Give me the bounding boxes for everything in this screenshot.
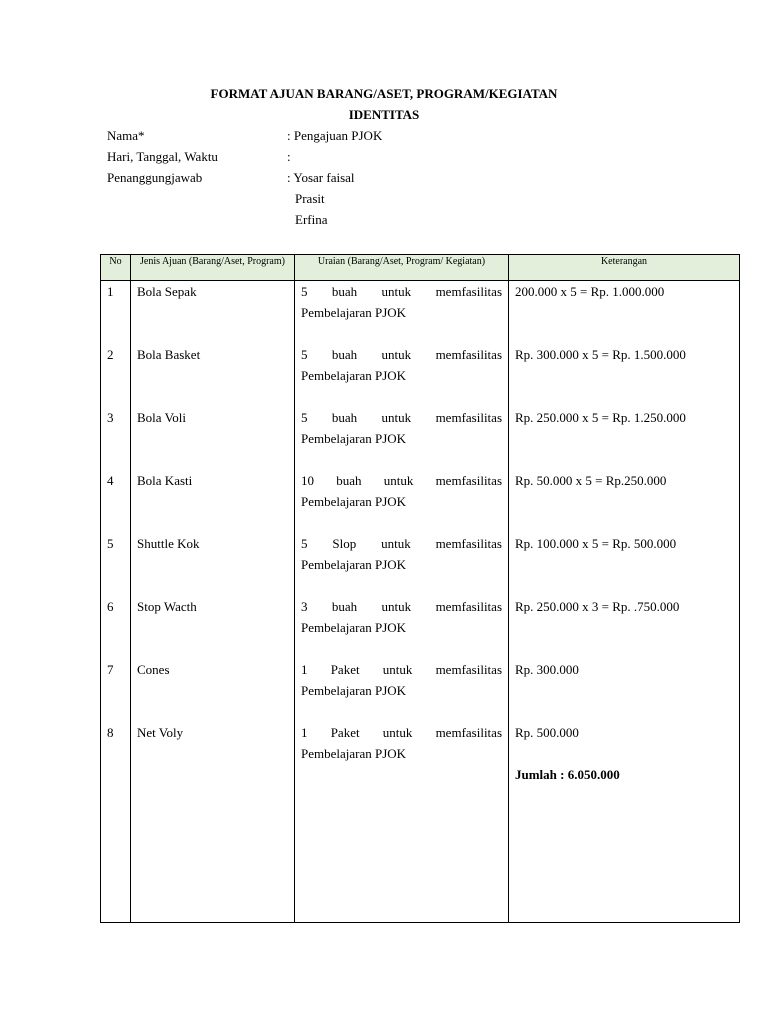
uraian-line-2: Pembelajaran PJOK: [301, 368, 407, 383]
uraian-line-1: 5 buah untuk memfasilitas: [301, 347, 502, 362]
header-uraian: Uraian (Barang/Aset, Program/ Kegiatan): [295, 255, 509, 281]
cell-no: 4: [101, 470, 131, 533]
cell-jenis: Net Voly: [131, 722, 295, 923]
table-row: [101, 470, 740, 533]
uraian-line-1: 1 Paket untuk memfasilitas: [301, 662, 502, 677]
uraian-line-2: Pembelajaran PJOK: [301, 431, 407, 446]
cell-no: 5: [101, 533, 131, 596]
cell-no: 6: [101, 596, 131, 659]
cell-no: 3: [101, 407, 131, 470]
nama-value: : Pengajuan PJOK: [287, 128, 383, 143]
cell-jenis: Stop Wacth: [131, 596, 295, 659]
cell-uraian: [295, 344, 509, 407]
penanggungjawab-label: Penanggungjawab: [107, 170, 203, 185]
uraian-line-2: Pembelajaran PJOK: [301, 620, 407, 635]
cell-no: 7: [101, 659, 131, 722]
table-header-row: [101, 255, 740, 281]
cell-uraian: [295, 407, 509, 470]
cell-jenis: Shuttle Kok: [131, 533, 295, 596]
uraian-line-2: Pembelajaran PJOK: [301, 746, 407, 761]
cell-keterangan: Rp. 250.000 x 3 = Rp. .750.000: [509, 596, 740, 659]
table-row: [101, 659, 740, 722]
cell-jenis: Bola Voli: [131, 407, 295, 470]
uraian-line-1: 5 Slop untuk memfasilitas: [301, 536, 502, 551]
cell-no: 2: [101, 344, 131, 407]
penanggungjawab-extra-2: Erfina: [295, 212, 328, 227]
cell-no: 8: [101, 722, 131, 923]
cell-keterangan: [509, 722, 740, 923]
cell-keterangan: 200.000 x 5 = Rp. 1.000.000: [509, 281, 740, 345]
uraian-line-1: 3 buah untuk memfasilitas: [301, 599, 502, 614]
uraian-line-2: Pembelajaran PJOK: [301, 305, 407, 320]
uraian-line-2: Pembelajaran PJOK: [301, 494, 407, 509]
cell-keterangan: Rp. 250.000 x 5 = Rp. 1.250.000: [509, 407, 740, 470]
cell-no: 1: [101, 281, 131, 345]
table-row: [101, 344, 740, 407]
table-row: [101, 533, 740, 596]
keterangan-text: Rp. 500.000: [515, 725, 579, 740]
cell-uraian: [295, 722, 509, 923]
header-no: No: [101, 255, 131, 281]
cell-uraian: [295, 596, 509, 659]
cell-keterangan: Rp. 100.000 x 5 = Rp. 500.000: [509, 533, 740, 596]
uraian-line-1: 1 Paket untuk memfasilitas: [301, 725, 502, 740]
document-title: FORMAT AJUAN BARANG/ASET, PROGRAM/KEGIATAN: [210, 86, 558, 101]
nama-label: Nama*: [107, 128, 145, 143]
table-row: [101, 407, 740, 470]
cell-keterangan: Rp. 300.000: [509, 659, 740, 722]
uraian-line-1: 5 buah untuk memfasilitas: [301, 410, 502, 425]
cell-uraian: [295, 533, 509, 596]
penanggungjawab-extra-1: Prasit: [295, 191, 325, 206]
header-jenis: Jenis Ajuan (Barang/Aset, Program): [131, 255, 295, 281]
cell-uraian: [295, 470, 509, 533]
cell-uraian: [295, 281, 509, 345]
cell-keterangan: Rp. 50.000 x 5 = Rp.250.000: [509, 470, 740, 533]
section-title-identitas: IDENTITAS: [348, 107, 420, 122]
cell-jenis: Cones: [131, 659, 295, 722]
uraian-line-2: Pembelajaran PJOK: [301, 683, 407, 698]
hari-label: Hari, Tanggal, Waktu: [107, 149, 218, 164]
table-row: [101, 596, 740, 659]
cell-jenis: Bola Sepak: [131, 281, 295, 345]
cell-uraian: [295, 659, 509, 722]
cell-jenis: Bola Kasti: [131, 470, 295, 533]
table-row: [101, 281, 740, 345]
uraian-line-2: Pembelajaran PJOK: [301, 557, 407, 572]
table-row: [101, 722, 740, 923]
header-keterangan: Keterangan: [509, 255, 740, 281]
cell-keterangan: Rp. 300.000 x 5 = Rp. 1.500.000: [509, 344, 740, 407]
uraian-line-1: 5 buah untuk memfasilitas: [301, 284, 502, 299]
cell-jenis: Bola Basket: [131, 344, 295, 407]
ajuan-table: [100, 254, 740, 923]
hari-value: :: [287, 149, 291, 164]
penanggungjawab-value: : Yosar faisal: [287, 170, 355, 185]
total-jumlah: Jumlah : 6.050.000: [515, 767, 620, 782]
uraian-line-1: 10 buah untuk memfasilitas: [301, 473, 502, 488]
